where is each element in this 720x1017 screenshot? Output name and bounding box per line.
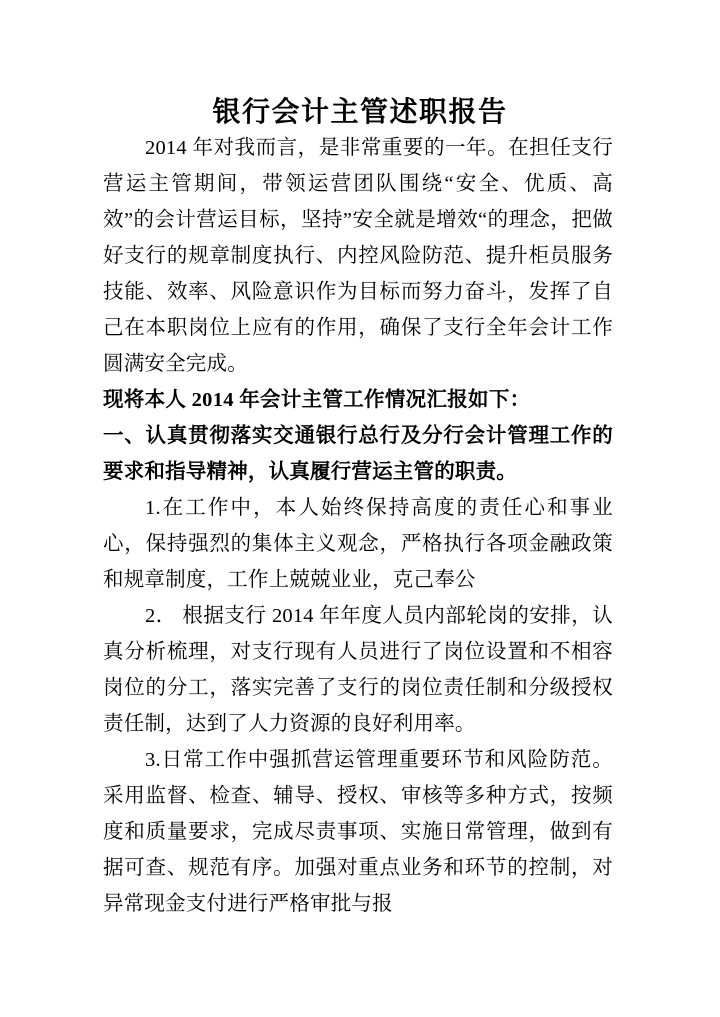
document-body [103, 130, 613, 922]
paragraph-intro: 2014 年对我而言，是非常重要的一年。在担任支行营运主管期间，带领运营团队围绕“安全、优质、高效”的会计营运目标，坚持”安全就是增效“的理念，把做好支行的规章制度执行、内控风险防范、提升柜员服务技能、效率、风险意识作为目标而努力奋斗，发挥了自己在本职岗位上应有的作用，确保了支行全年会计工作圆满安全完成。 [103, 137, 613, 375]
list-item-3: 3.日常工作中强抓营运管理重要环节和风险防范。采用监督、检查、辅导、授权、审核等多种方式，按频度和质量要求，完成尽责事项、实施日常管理，做到有据可查、规范有序。加强对重点业务和环节的控制，对异常现金支付进行严格审批与报 [103, 749, 613, 915]
list-item-2: 2． 根据支行 2014 年年度人员内部轮岗的安排，认真分析梳理，对支行现有人员进行了岗位设置和不相容岗位的分工，落实完善了支行的岗位责任制和分级授权责任制，达到了人力资源的良好利用率。 [103, 605, 613, 735]
section-one-heading: 一、认真贯彻落实交通银行总行及分行会计管理工作的要求和指导精神，认真履行营运主管的职责。 [103, 425, 613, 483]
paragraph-report-lead-in: 现将本人 2014 年会计主管工作情况汇报如下： [103, 389, 531, 411]
list-item-1: 1.在工作中，本人始终保持高度的责任心和事业心，保持强烈的集体主义观念，严格执行各项金融政策和规章制度，工作上兢兢业业，克己奉公 [103, 497, 613, 591]
page-title: 银行会计主管述职报告 [212, 96, 508, 128]
